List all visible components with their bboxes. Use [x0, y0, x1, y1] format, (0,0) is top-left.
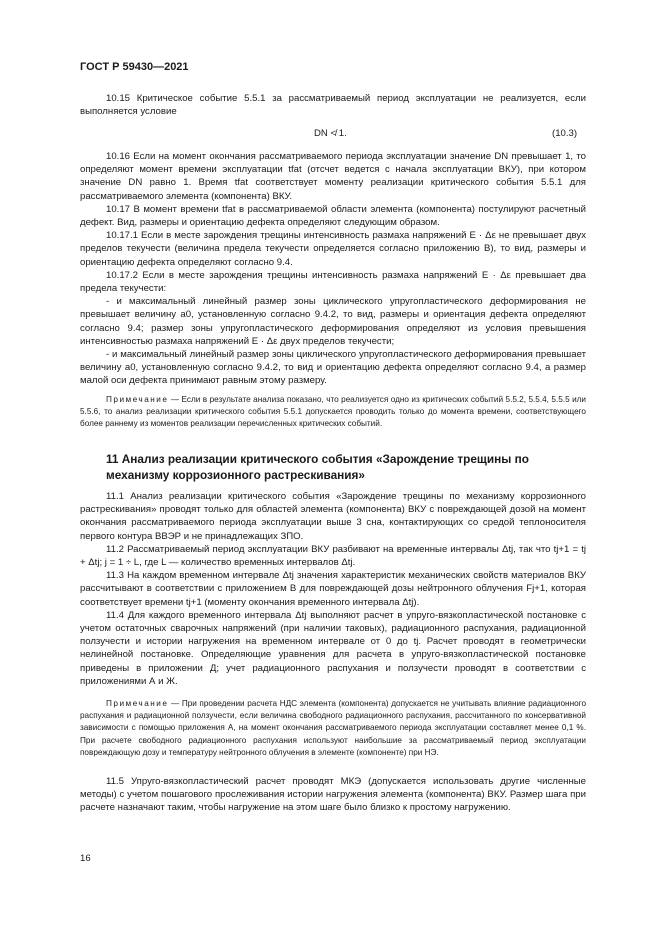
bullet-item-1: - и максимальный линейный размер зоны циклического упругопластического деформирования не превышает величину a0, установленную согласно 9.4.2, то вид, размеры и ориентация дефекта определяют согласно 9.4; размер зоны упругопластического деформирования определяют из условия превышения интенсивностью размаха напряжений E · Δε двух пределов текучести; [80, 296, 586, 347]
section-11-title: 11 Анализ реализации критического события «Зарождение трещины по механизму коррозионного растрескивания» [106, 452, 529, 482]
paragraph-10-15: 10.15 Критическое событие 5.5.1 за рассматриваемый период эксплуатации не реализуется, если выполняется условие [80, 93, 586, 118]
clause-11-5 [80, 775, 586, 815]
equation-10-3: DN ≮ 1. [314, 128, 347, 139]
document-header: ГОСТ Р 59430—2021 [80, 61, 189, 73]
note-2-text: — При проведении расчета НДС элемента (компонента) допускается не учитывать влияние радиационного распухания и радиационной ползучести, если величина свободного радиационного распухания, рассчитанного по консервативной зависимости с помощью приложения А, на момент окончания рассматриваемого периода эксплуатации составляет менее 0,1 %. При расчете свободного радиационного распухания используют наибольшие за рассматриваемый период эксплуатации повреждающую дозу и температуру нейтронного облучения в элементе (компоненте) при НЭ. [80, 699, 586, 757]
paragraph-11-4: 11.4 Для каждого временного интервала Δtj выполняют расчет в упруго-вязкопластической постановке с учетом остаточных сварочных напряжений (при наличии таковых), радиационного распухания, радиационной ползучести и истории нагружения на временном интервале от 0 до tj. Расчет проводят в геометрически нелинейной постановке. Определяющие уравнения для расчета в упруго-вязкопластической постановке приведены в приложении Д; учет радиационного распухания и ползучести проводят в соответствии с приложениями А и Ж. [80, 609, 586, 687]
paragraph-10-17-2: 10.17.2 Если в месте зарождения трещины интенсивность размаха напряжений E · Δε превышает два предела текучести: [80, 269, 586, 295]
equation-10-3-number: (10.3) [552, 128, 578, 139]
paragraph-10-17-1: 10.17.1 Если в месте зарождения трещины интенсивность размаха напряжений E · Δε не превышает двух пределов текучести (величина предела текучести определяется согласно приложению В), то вид, размеры и ориентацию дефекта определяют согласно 9.4. [80, 230, 586, 268]
note-1 [80, 394, 586, 431]
note-2-label: Примечание [106, 699, 169, 708]
paragraph-10-16: 10.16 Если на момент окончания рассматриваемого периода эксплуатации значение DN превышает 1, то определяют момент времени эксплуатации tfat (отсчет ведется с начала эксплуатации ВКУ), при котором значение DN равно 1. Время tfat соответствует моменту реализации критического события 5.5.1 для рассматриваемого элемента (компонента) ВКУ. [80, 151, 586, 202]
paragraph-11-5: 11.5 Упруго-вязкопластический расчет проводят МКЭ (допускается использовать другие численные методы) с учетом пошагового прослеживания истории нагружения элемента (компонента) ВКУ. Размер шага при расчете назначают таким, чтобы нагружение на этом шаге было близко к простому нагружению. [80, 776, 586, 814]
page-number: 16 [80, 853, 91, 864]
clause-10-15 [80, 92, 586, 118]
note-1-label: Примечание [106, 395, 169, 404]
paragraph-11-1: 11.1 Анализ реализации критического события «Зарождение трещины по механизму коррозионного растрескивания» проводят только для областей элемента (компонента) ВКУ с повреждающей дозой на момент окончания рассматриваемого периода эксплуатации выше 3 сна, контактирующих со средой теплоносителя первого контура ВВЭР и не принадлежащих ЗПО. [80, 491, 586, 542]
paragraph-10-17: 10.17 В момент времени tfat в рассматриваемой области элемента (компонента) постулируют расчетный дефект. Вид, размеры и ориентацию дефекта определяют следующим образом. [80, 203, 586, 229]
note-1-text: — Если в результате анализа показано, что реализуется одно из критических событий 5.5.2, 5.5.4, 5.5.5 или 5.5.6, то анализ реализации критического события 5.5.1 допускается проводить только до момента времени, соответствующего более раннему из моментов реализации перечисленных критических событий. [80, 395, 586, 429]
paragraph-11-3: 11.3 На каждом временном интервале Δtj значения характеристик механических свойств материалов ВКУ рассчитывают в соответствии с приложением В для повреждающей дозы нейтронного облучения Fj+1, которая соответствует времени tj+1 (моменту окончания временного интервала Δtj). [80, 570, 586, 608]
paragraph-11-2: 11.2 Рассматриваемый период эксплуатации ВКУ разбивают на временные интервалы Δtj, так что tj+1 = tj + Δtj; j = 1 ÷ L, где L — количество временных интервалов Δtj. [80, 543, 586, 569]
bullet-item-2: - и максимальный линейный размер зоны циклического упругопластического деформирования превышает величину a0, установленную согласно 9.4.2, то вид и ориентацию дефекта определяют согласно 9.4, а размер малой оси дефекта принимают равным этому размеру. [80, 349, 586, 387]
clauses-11-1-to-11-4 [80, 490, 586, 688]
clauses-10-16-to-10-17-2 [80, 150, 586, 388]
note-2 [80, 698, 586, 759]
